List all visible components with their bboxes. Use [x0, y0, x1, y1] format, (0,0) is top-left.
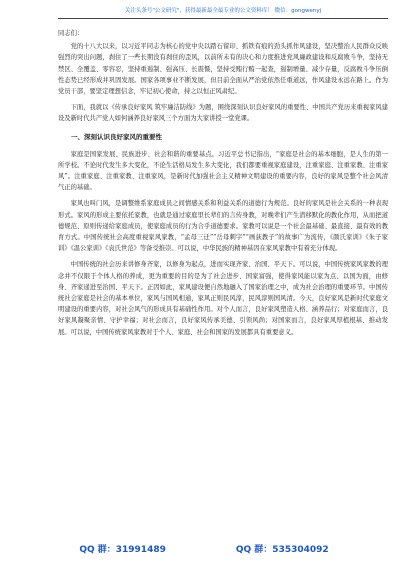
footer [0, 542, 408, 556]
section-paragraph: 家风也叫门风，是调整维系家庭成员之间情感关系和利益关系的道德行为规范。良好的家风是社会关系的一种表现形式。家风的形成主要依托家教，也就是通过家庭里长辈们的言传身教，对晚辈们产生潜移默化的教化作用，从而把道德规范、原则传递给家庭成员，使家庭成员的行为合乎道德要求。家教可以说是一个社会最基础、最直接、最有效的教育方式。中国传统社会高度重视家风家教，“孟母三迁”“岳母刺字”“画荻教子”的故事广为流传，《颜氏家训》《朱子家训》《温公家训》《袁氏世范》等备受推崇。可以说，中华民族的精神基因在家风家教中有着充分体现。 [58, 200, 388, 253]
intro-paragraph: 下面，我就以《传承良好家风 筑牢廉洁防线》为题，围绕深刻认识良好家风的重要性、中国共产党历来重视家风建设及新时代共产党人如何涵养良好家风三个方面为大家讲授一堂党课。 [58, 104, 388, 123]
salutation: 同志们： [58, 30, 84, 37]
intro-paragraph: 党的十八大以来，以习近平同志为核心的党中央以踏石留印、抓铁有痕的劲头抓作风建设，坚决整治人民群众反映强烈的突出问题，刹住了一些长期没有刹住的歪风，以前所未有的决心和力度推进党风廉政建设和反腐败斗争，坚持无禁区、全覆盖、零容忍，坚持重遏制、强高压、长震慑，坚持受贿行贿一起查，遏制增量、减少存量，反腐败斗争压倒性态势已经形成并巩固发展。国家各项事业不断发展，但目前全面从严治党依然任重道远，作风建设永远在路上。作为党员干部，要坚定理想信念，牢记初心使命，持之以恒正风肃纪。 [58, 43, 388, 96]
footer-qq-group-1: QQ 群：31991489 [79, 545, 166, 555]
document-body [58, 28, 388, 528]
section-heading: 一、深刻认识良好家风的重要性 [71, 132, 162, 141]
footer-qq-group-2: QQ 群：535304092 [235, 545, 329, 555]
header-banner: 关注头条号"公文研究"，获得最新最全最专业的公文资料库！ 微信：gongwenyj [124, 8, 322, 14]
header-divider [58, 18, 388, 19]
section-paragraph: 家庭是国家发展、民族进步、社会和谐的重要基点。习近平总书记指出，“家庭是社会的基本细胞，是人生的第一所学校。不论时代发生多大变化，不论生活格局发生多大变化，我们都要重视家庭建设，注重家庭、注重家教、注重家风”。注重家庭、注重家教、注重家风，是新时代加强社会主义精神文明建设的重要内容，良好的家风是整个社会风清气正的基础。 [58, 150, 388, 192]
section-paragraph: 中国传统的社会历来讲修身齐家，以修身为起点，进而实现齐家、治国、平天下。可以说，中国传统家风家教的理念并不仅限于个体人格的养成，更为重要的目的是为了社会进步、国家富强，使得家风能以家为点、以国为面，由修身、齐家递进至治国、平天下。正因如此，家风建设便自然地融入了国家治理之中，成为社会治理的重要环节。中国传统社会家庭是社会的基本单位，家风与国风相通，家风正则民风淳，民风淳则国风清。今天，良好家风是新时代家庭文明建设的重要内容，对社会风气的形成具有基础性作用。对个人而言，良好家风塑造人格、涵养品行；对家庭而言，良好家风凝聚亲情、守护幸福；对社会而言，良好家风传承美德、引领风尚；对国家而言，良好家风厚植根基、推动发展。可以说，中国传统家风家教对于个人、家庭、社会和国家的发展都具有重要意义。 [58, 261, 388, 336]
